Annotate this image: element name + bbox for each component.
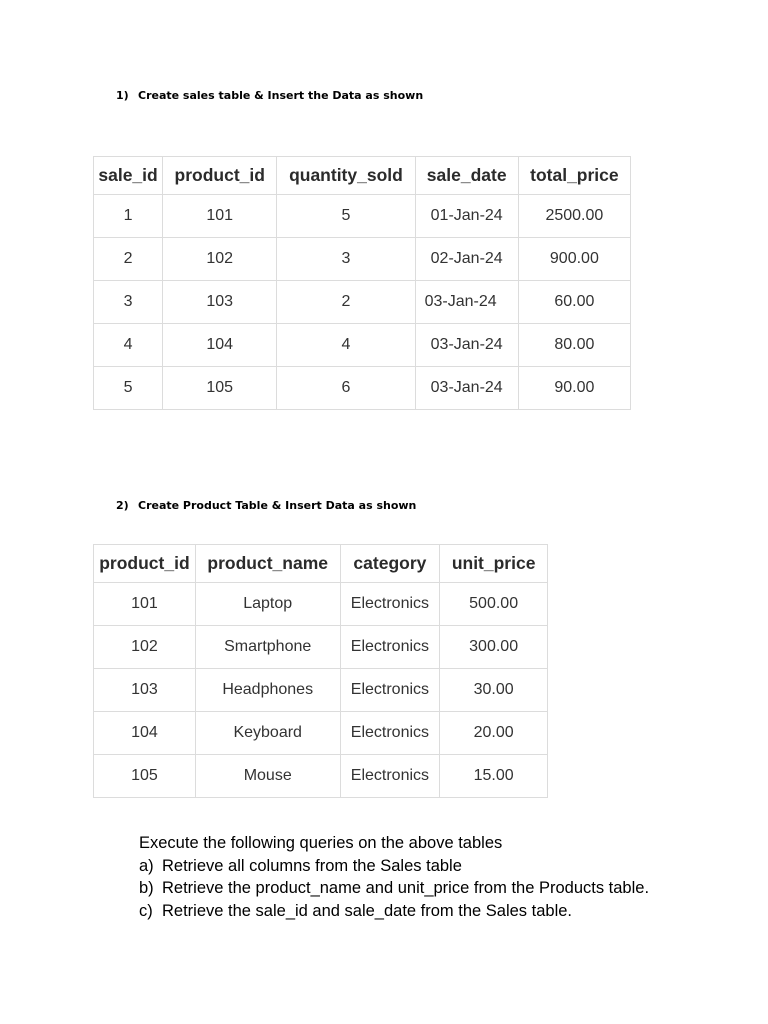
table-header-row: [94, 157, 631, 195]
table-cell: 102: [94, 626, 196, 669]
table-cell: 101: [163, 195, 277, 238]
table-row: [94, 669, 548, 712]
table-cell: 104: [94, 712, 196, 755]
table-cell: Electronics: [340, 626, 440, 669]
table-cell: 90.00: [518, 367, 630, 410]
table-cell: Smartphone: [195, 626, 340, 669]
column-header: total_price: [518, 157, 630, 195]
query-text: Retrieve the product_name and unit_price from the Products table.: [162, 879, 650, 897]
section-1-number: 1): [116, 89, 129, 102]
table-cell: 3: [277, 238, 415, 281]
query-item: [139, 855, 649, 878]
table-cell: Laptop: [195, 583, 340, 626]
table-row: [94, 195, 631, 238]
column-header: product_name: [195, 545, 340, 583]
column-header: unit_price: [440, 545, 548, 583]
table-cell: Electronics: [340, 712, 440, 755]
column-header: sale_id: [94, 157, 163, 195]
table-cell: Electronics: [340, 583, 440, 626]
table-cell: 900.00: [518, 238, 630, 281]
table-row: [94, 238, 631, 281]
table-cell: 4: [94, 324, 163, 367]
query-letter: a): [139, 856, 154, 875]
table-cell: 103: [163, 281, 277, 324]
column-header: category: [340, 545, 440, 583]
table-cell: Electronics: [340, 669, 440, 712]
table-cell: 6: [277, 367, 415, 410]
query-letter: c): [139, 901, 153, 920]
table-cell: Headphones: [195, 669, 340, 712]
table-cell: 300.00: [440, 626, 548, 669]
table-cell: 60.00: [518, 281, 630, 324]
table-cell: 80.00: [518, 324, 630, 367]
table-cell: 104: [163, 324, 277, 367]
column-header: product_id: [94, 545, 196, 583]
query-text: Retrieve the sale_id and sale_date from the Sales table.: [162, 901, 573, 920]
query-item: [139, 900, 649, 923]
table-cell: Keyboard: [195, 712, 340, 755]
table-cell: 5: [94, 367, 163, 410]
section-2-title: Create Product Table & Insert Data as shown: [138, 499, 417, 512]
table-cell: 03-Jan-24: [415, 281, 518, 324]
table-cell: 2: [94, 238, 163, 281]
table-cell: 4: [277, 324, 415, 367]
table-row: [94, 712, 548, 755]
table-cell: 2: [277, 281, 415, 324]
column-header: sale_date: [415, 157, 518, 195]
section-1-title: Create sales table & Insert the Data as shown: [138, 89, 424, 102]
sales-table: [93, 156, 631, 410]
table-cell: Mouse: [195, 755, 340, 798]
column-header: product_id: [163, 157, 277, 195]
table-row: [94, 281, 631, 324]
table-cell: 101: [94, 583, 196, 626]
column-header: quantity_sold: [277, 157, 415, 195]
table-row: [94, 755, 548, 798]
table-cell: Electronics: [340, 755, 440, 798]
queries-intro: Execute the following queries on the above tables: [139, 834, 503, 852]
table-cell: 1: [94, 195, 163, 238]
table-cell: 03-Jan-24: [415, 367, 518, 410]
section-2-heading: [116, 499, 416, 512]
table-cell: 500.00: [440, 583, 548, 626]
table-row: [94, 367, 631, 410]
query-letter: b): [139, 879, 154, 897]
queries-block: [139, 832, 649, 922]
section-1-heading: [116, 89, 423, 102]
table-cell: 30.00: [440, 669, 548, 712]
table-row: [94, 324, 631, 367]
query-item: [139, 877, 649, 900]
table-row: [94, 626, 548, 669]
table-cell: 5: [277, 195, 415, 238]
table-cell: 3: [94, 281, 163, 324]
table-cell: 2500.00: [518, 195, 630, 238]
table-cell: 15.00: [440, 755, 548, 798]
query-text: Retrieve all columns from the Sales table: [162, 856, 462, 875]
table-cell: 102: [163, 238, 277, 281]
table-cell: 20.00: [440, 712, 548, 755]
table-cell: 105: [94, 755, 196, 798]
table-cell: 01-Jan-24: [415, 195, 518, 238]
products-table: [93, 544, 548, 798]
section-2-number: 2): [116, 499, 129, 512]
table-cell: 02-Jan-24: [415, 238, 518, 281]
table-cell: 03-Jan-24: [415, 324, 518, 367]
table-cell: 105: [163, 367, 277, 410]
table-row: [94, 583, 548, 626]
table-header-row: [94, 545, 548, 583]
table-cell: 103: [94, 669, 196, 712]
